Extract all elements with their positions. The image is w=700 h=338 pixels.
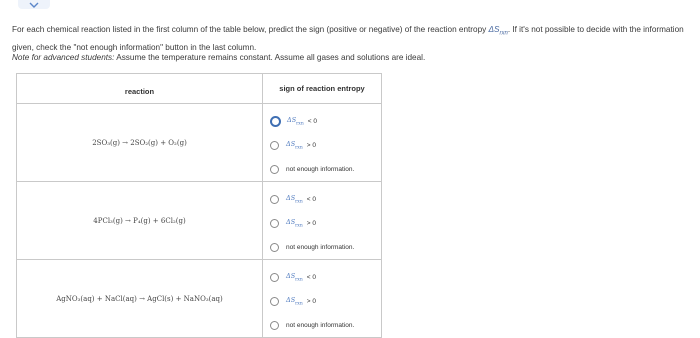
option-not-enough-info[interactable]: not enough information. <box>270 235 381 259</box>
options-cell <box>263 104 382 182</box>
delta-s-symbol: $\Delta S_{rxn}$ <box>286 295 303 307</box>
table-row <box>17 260 382 338</box>
delta-s-symbol: $\Delta S_{rxn}$ <box>488 25 508 37</box>
advanced-note: Note for advanced students: Assume the temperature remains constant. Assume all gases and solutions are ideal. <box>12 53 426 62</box>
delta-s-symbol: $\Delta S_{rxn}$ <box>286 271 303 283</box>
header-sign: sign of reaction entropy <box>263 74 382 104</box>
collapse-chevron-button[interactable] <box>18 0 50 9</box>
options-cell <box>263 182 382 260</box>
radio-button[interactable] <box>270 273 279 282</box>
chevron-down-icon <box>29 2 39 8</box>
table-row <box>17 182 382 260</box>
header-reaction: reaction <box>17 74 263 104</box>
instructions-text: For each chemical reaction listed in the first column of the table below, predict the sign (positive or negative) of the reaction entropy $\Delta S_{rxn}$. If it's not possible to decide with the information given, check the "not enough information" button in the last column. <box>12 25 684 52</box>
reaction-equation: 2SO₃(g) → 2SO₂(g) + O₂(g) <box>17 104 263 182</box>
delta-s-symbol: $\Delta S_{rxn}$ <box>286 193 303 205</box>
options-cell <box>263 260 382 338</box>
option-negative[interactable]: $\Delta S_{rxn}$ < 0 <box>270 109 381 133</box>
option-not-enough-info[interactable]: not enough information. <box>270 157 381 181</box>
delta-s-symbol: $\Delta S_{rxn}$ <box>286 217 303 229</box>
radio-button[interactable] <box>270 141 279 150</box>
table-row <box>17 104 382 182</box>
radio-button[interactable] <box>270 219 279 228</box>
option-negative[interactable]: $\Delta S_{rxn}$ < 0 <box>270 187 381 211</box>
option-positive[interactable]: $\Delta S_{rxn}$ > 0 <box>270 133 381 157</box>
option-negative[interactable]: $\Delta S_{rxn}$ < 0 <box>270 265 381 289</box>
option-positive[interactable]: $\Delta S_{rxn}$ > 0 <box>270 289 381 313</box>
radio-button[interactable] <box>270 297 279 306</box>
option-not-enough-info[interactable]: not enough information. <box>270 313 381 337</box>
option-positive[interactable]: $\Delta S_{rxn}$ > 0 <box>270 211 381 235</box>
radio-button[interactable] <box>270 165 279 174</box>
delta-s-symbol: $\Delta S_{rxn}$ <box>286 139 303 151</box>
radio-button[interactable] <box>270 243 279 252</box>
delta-s-symbol: $\Delta S_{rxn}$ <box>287 115 304 127</box>
reaction-equation: AgNO₃(aq) + NaCl(aq) → AgCl(s) + NaNO₃(aq) <box>17 260 263 338</box>
reaction-table <box>16 73 382 338</box>
radio-button[interactable] <box>270 116 281 127</box>
radio-button[interactable] <box>270 195 279 204</box>
reaction-equation: 4PCl₃(g) → P₄(g) + 6Cl₂(g) <box>17 182 263 260</box>
radio-button[interactable] <box>270 321 279 330</box>
